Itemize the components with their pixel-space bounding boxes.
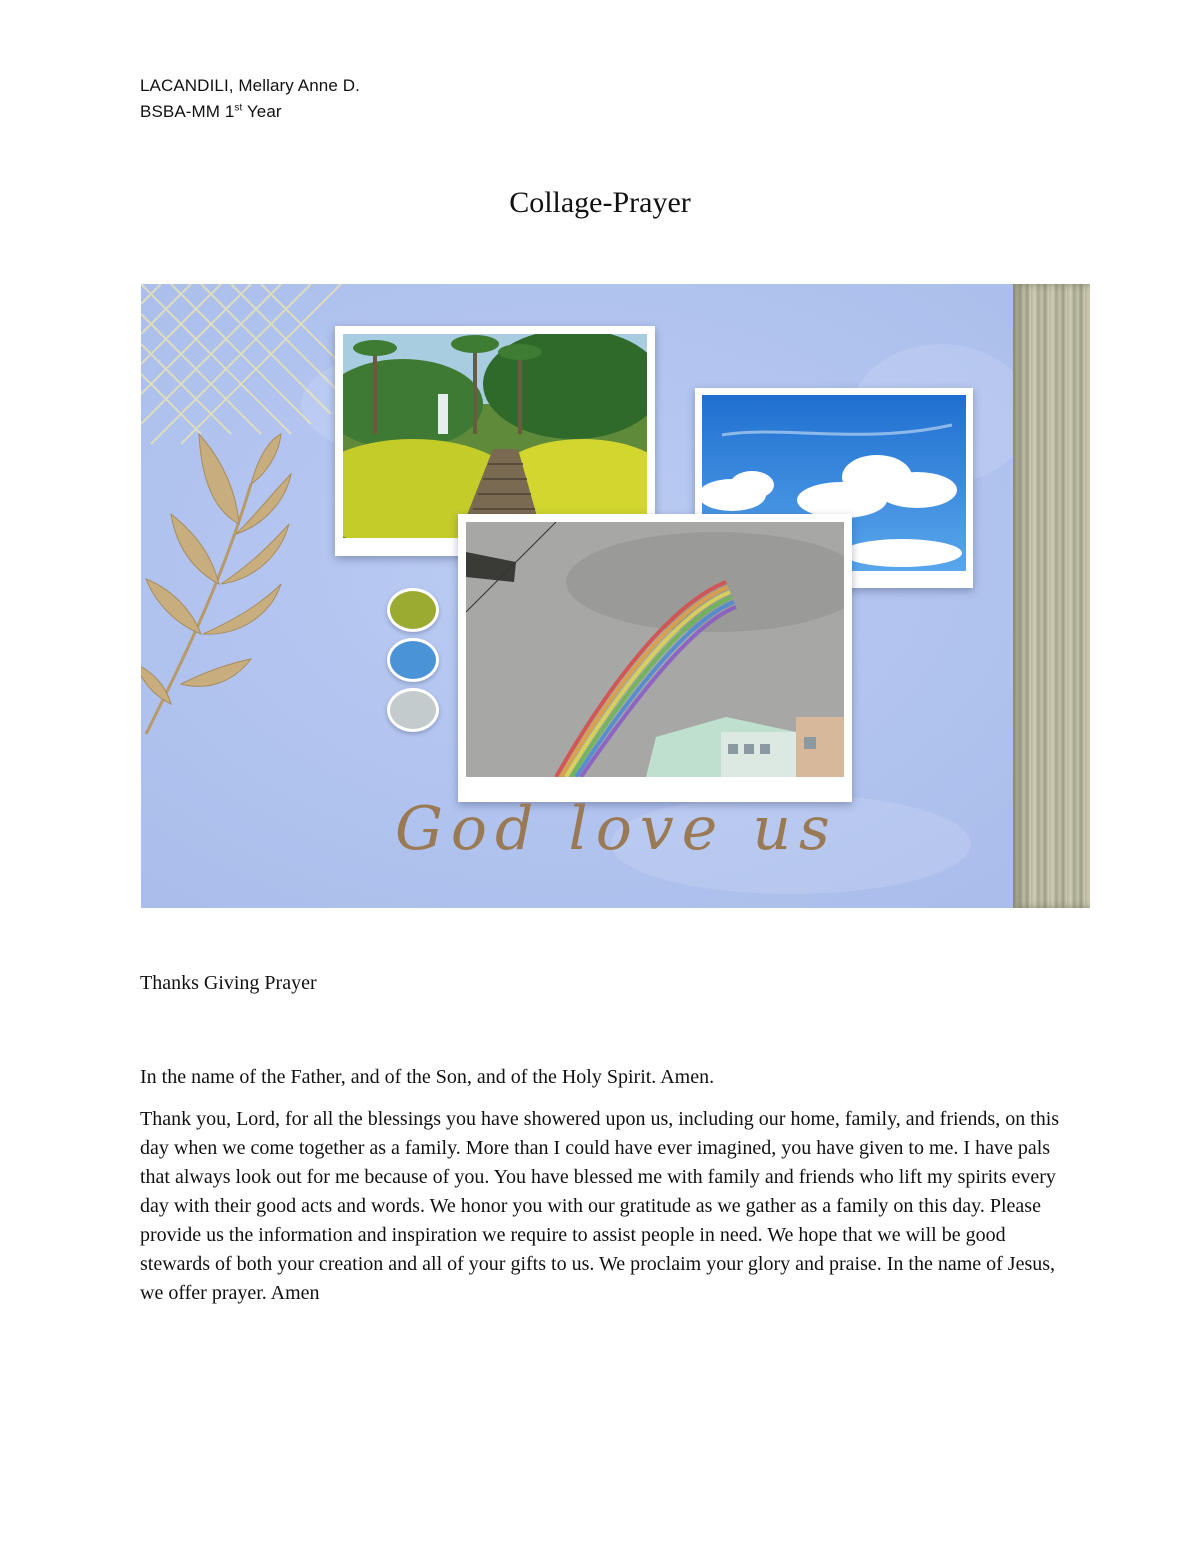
swatch-blue [387, 638, 439, 682]
course-year: Year [242, 102, 282, 121]
student-name: LACANDILI, Mellary Anne D. [140, 76, 360, 95]
prayer-opening: In the name of the Father, and of the Son, and of the Holy Spirit. Amen. [140, 1066, 715, 1088]
course-ordinal: st [234, 102, 243, 114]
document-title: Collage-Prayer [509, 186, 691, 219]
rainbow-scene [466, 522, 844, 777]
swatch-gray [387, 688, 439, 732]
student-course [140, 102, 282, 122]
prayer-collage-image [141, 284, 1090, 908]
course-text: BSBA-MM 1 [140, 102, 235, 121]
garden-scene [343, 334, 647, 538]
wood-plank [1013, 284, 1090, 908]
rainbow-photo [458, 514, 852, 802]
prayer-heading: Thanks Giving Prayer [140, 972, 317, 994]
swatch-green [387, 588, 439, 632]
prayer-body: Thank you, Lord, for all the blessings you have showered upon us, including our home, family, and friends, on this day when we come together as a family. More than I could have ever imagined, you have given to me. I have pals that always look out for me because of you. You have blessed me with family and friends who lift my spirits every day with their good acts and words. We honor you with our gratitude as we gather as a family on this day. Please provide us the information and inspiration we require to assist people in need. We hope that we will be good stewards of both your creation and all of your gifts to us. We proclaim your glory and praise. In the name of Jesus, we offer prayer. Amen [140, 1108, 1060, 1304]
leaf-branch [141, 434, 291, 734]
collage-caption: God love us [395, 794, 838, 864]
